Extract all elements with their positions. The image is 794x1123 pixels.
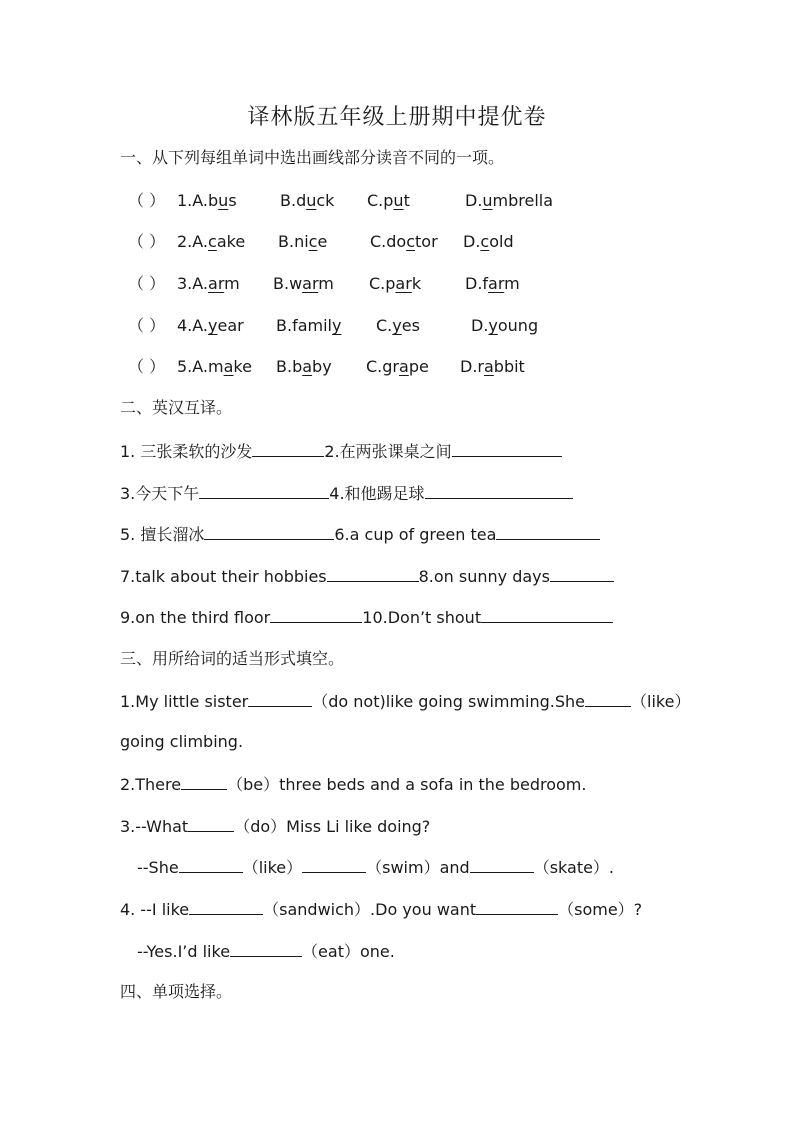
- section-2-heading: 二、英汉互译。: [120, 398, 233, 417]
- option-a: 1.A.bus: [177, 191, 237, 210]
- answer-blank[interactable]: [452, 440, 562, 457]
- option-c: C.doctor: [370, 232, 438, 251]
- fill-line-3: 3.--What （do）Miss Li like doing?: [120, 817, 431, 836]
- answer-blank[interactable]: [470, 856, 534, 873]
- option-d: D.cold: [463, 232, 514, 251]
- phonics-question-1: [0, 190, 794, 212]
- option-b: B.duck: [280, 191, 335, 210]
- answer-blank[interactable]: [181, 773, 227, 790]
- option-b: B.nice: [278, 232, 328, 251]
- option-d: D.young: [471, 316, 539, 335]
- answer-paren[interactable]: （ ）: [128, 232, 166, 251]
- answer-blank[interactable]: [179, 856, 243, 873]
- answer-paren[interactable]: （ ）: [128, 316, 166, 335]
- section-3-heading: 三、用所给词的适当形式填空。: [120, 649, 345, 668]
- translate-row-1: 1. 三张柔软的沙发 2.在两张课桌之间: [120, 440, 562, 463]
- fill-line-1: 1.My little sister （do not)like going swimming.She （like）: [120, 692, 691, 711]
- fill-line-4: 4. --I like （sandwich）.Do you want （some）?: [120, 900, 643, 919]
- fill-line-4-answer: --Yes.I’d like （eat）one.: [137, 942, 395, 961]
- answer-paren[interactable]: （ ）: [128, 357, 166, 376]
- option-b: B.baby: [276, 357, 332, 376]
- fill-line-3-answer: --She （like） （swim）and （skate）.: [137, 858, 615, 877]
- option-a: 5.A.make: [177, 357, 252, 376]
- translate-row-3: 5. 擅长溜冰 6.a cup of green tea: [120, 523, 600, 546]
- option-c: C.grape: [366, 357, 429, 376]
- answer-blank[interactable]: [188, 815, 234, 832]
- phonics-question-5: [0, 356, 794, 378]
- section-1-heading: 一、从下列每组单词中选出画线部分读音不同的一项。: [120, 148, 505, 167]
- answer-blank[interactable]: [248, 690, 312, 707]
- answer-blank[interactable]: [481, 606, 613, 623]
- answer-blank[interactable]: [252, 440, 324, 457]
- answer-blank[interactable]: [327, 565, 419, 582]
- answer-blank[interactable]: [425, 482, 573, 499]
- option-b: B.family: [276, 316, 342, 335]
- option-a: 2.A.cake: [177, 232, 246, 251]
- answer-blank[interactable]: [204, 523, 334, 540]
- option-b: B.warm: [273, 274, 334, 293]
- fill-line-2: 2.There （be）three beds and a sofa in the bedroom.: [120, 775, 587, 794]
- answer-blank[interactable]: [550, 565, 614, 582]
- option-a: 3.A.arm: [177, 274, 240, 293]
- phonics-question-3: [0, 273, 794, 295]
- translate-row-4: 7.talk about their hobbies 8.on sunny days: [120, 565, 614, 588]
- phonics-question-4: [0, 315, 794, 337]
- option-c: C.put: [367, 191, 410, 210]
- fill-line-1-cont: going climbing.: [120, 732, 244, 751]
- translate-row-5: 9.on the third floor 10.Don’t shout: [120, 606, 613, 629]
- translate-row-2: 3.今天下午 4.和他踢足球: [120, 482, 573, 505]
- answer-blank[interactable]: [189, 898, 263, 915]
- option-a: 4.A.year: [177, 316, 244, 335]
- option-c: C.park: [369, 274, 422, 293]
- answer-blank[interactable]: [585, 690, 631, 707]
- option-c: C.yes: [376, 316, 420, 335]
- answer-blank[interactable]: [230, 940, 302, 957]
- answer-blank[interactable]: [476, 898, 558, 915]
- answer-blank[interactable]: [496, 523, 600, 540]
- answer-paren[interactable]: （ ）: [128, 274, 166, 293]
- answer-blank[interactable]: [270, 606, 362, 623]
- page-title: 译林版五年级上册期中提优卷: [247, 105, 547, 130]
- option-d: D.farm: [465, 274, 520, 293]
- option-d: D.rabbit: [460, 357, 525, 376]
- phonics-question-2: [0, 231, 794, 253]
- option-d: D.umbrella: [465, 191, 554, 210]
- answer-blank[interactable]: [302, 856, 366, 873]
- answer-blank[interactable]: [199, 482, 329, 499]
- section-4-heading: 四、单项选择。: [120, 982, 233, 1001]
- answer-paren[interactable]: （ ）: [128, 191, 166, 210]
